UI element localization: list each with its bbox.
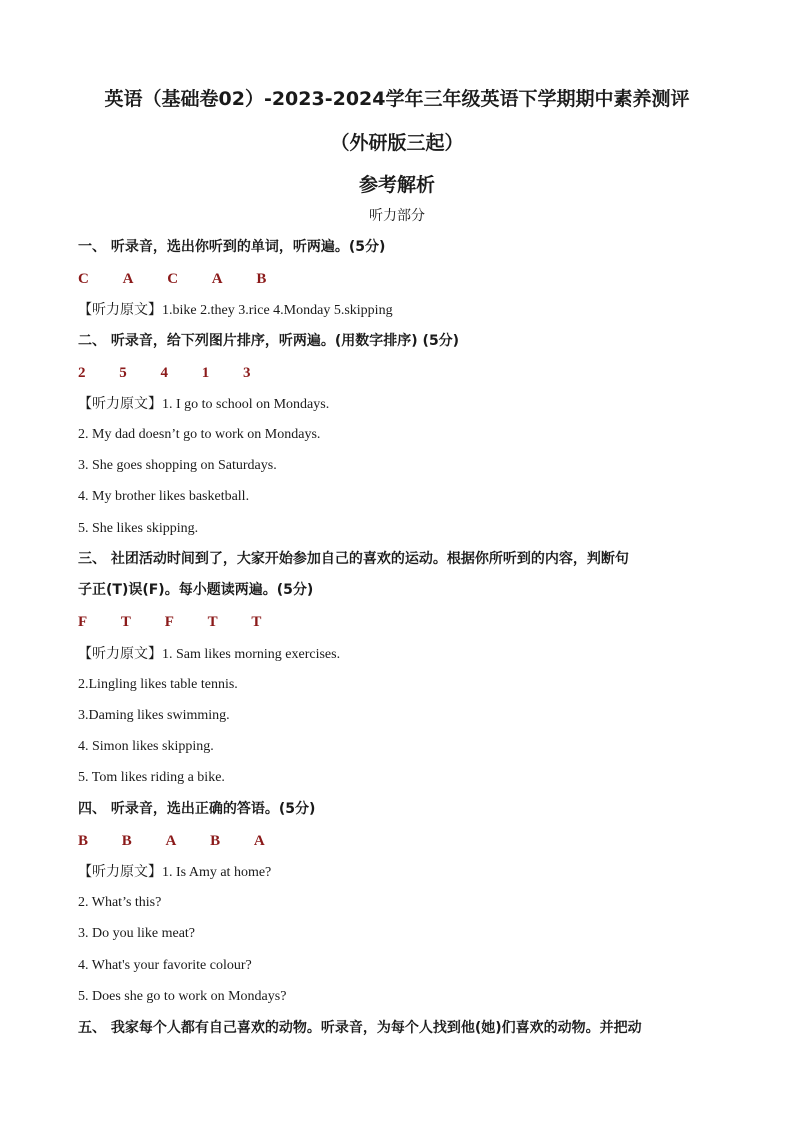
script-line: 2. My dad doesn’t go to work on Mondays. <box>78 427 321 442</box>
answer-item: B <box>256 271 267 287</box>
answer-item: B <box>121 833 132 849</box>
answer-item: F <box>164 614 174 630</box>
question-1-script <box>78 300 716 321</box>
script-line: 1. Is Amy at home? <box>162 865 272 880</box>
section-label: 听力部分 <box>369 208 425 224</box>
answer-item: A <box>122 271 134 287</box>
document-title: 英语（基础卷02）-2023-2024学年三年级英语下学期期中素养测评 <box>104 88 690 110</box>
script-label: 【听力原文】 <box>78 646 162 662</box>
question-3-heading: 三、 社团活动时间到了，大家开始参加自己的喜欢的运动。根据你所听到的内容，判断句 <box>78 551 629 567</box>
script-line: 2. What’s this? <box>78 895 162 910</box>
answer-item: C <box>78 271 89 287</box>
script-label: 【听力原文】 <box>78 396 162 412</box>
script-line: 5. Does she go to work on Mondays? <box>78 989 287 1004</box>
script-line: 1. I go to school on Mondays. <box>162 397 330 412</box>
question-4-script <box>78 862 716 883</box>
answer-item: A <box>211 271 223 287</box>
script-line: 4. Simon likes skipping. <box>78 739 214 754</box>
script-line: 1.bike 2.they 3.rice 4.Monday 5.skipping <box>162 303 393 318</box>
question-4-heading: 四、 听录音，选出正确的答语。(5分) <box>78 801 316 817</box>
answer-item: T <box>120 614 131 630</box>
answer-item: 1 <box>201 365 210 381</box>
answer-item: B <box>78 833 89 849</box>
script-line: 3. She goes shopping on Saturdays. <box>78 458 277 473</box>
question-3-script <box>78 644 716 665</box>
question-4-answers <box>78 831 716 851</box>
script-line: 4. My brother likes basketball. <box>78 489 250 504</box>
script-line: 3. Do you like meat? <box>78 926 196 941</box>
answer-item: C <box>167 271 179 287</box>
answer-key-heading: 参考解析 <box>358 174 435 196</box>
script-label: 【听力原文】 <box>78 302 162 318</box>
answer-item: 3 <box>243 365 251 381</box>
answer-item: B <box>210 833 221 849</box>
question-2-script <box>78 394 716 415</box>
script-line: 5. She likes skipping. <box>78 521 199 536</box>
script-line: 3.Daming likes swimming. <box>78 708 230 723</box>
answer-item: 5 <box>119 365 127 381</box>
question-1-heading: 一、 听录音，选出你听到的单词，听两遍。(5分) <box>78 239 386 255</box>
question-3-answers <box>78 612 716 632</box>
script-line: 5. Tom likes riding a bike. <box>78 770 225 785</box>
document-subtitle: （外研版三起） <box>330 132 464 154</box>
answer-item: T <box>207 614 218 630</box>
question-1-answers <box>78 269 716 289</box>
answer-item: F <box>78 614 88 630</box>
answer-item: 4 <box>160 365 168 381</box>
question-2-answers <box>78 363 716 383</box>
answer-item: T <box>251 614 262 630</box>
question-2-heading: 二、 听录音，给下列图片排序，听两遍。(用数字排序) (5分) <box>78 333 460 349</box>
script-line: 4. What's your favorite colour? <box>78 958 252 973</box>
question-5-heading: 五、 我家每个人都有自己喜欢的动物。听录音，为每个人找到他(她)们喜欢的动物。并把动 <box>78 1020 642 1036</box>
script-line: 2.Lingling likes table tennis. <box>78 677 238 692</box>
script-label: 【听力原文】 <box>78 864 162 880</box>
answer-item: A <box>253 833 265 849</box>
script-line: 1. Sam likes morning exercises. <box>162 647 341 662</box>
answer-item: 2 <box>78 365 86 381</box>
question-3-heading-cont: 子正(T)误(F)。每小题读两遍。(5分) <box>78 582 314 598</box>
answer-item: A <box>165 833 177 849</box>
